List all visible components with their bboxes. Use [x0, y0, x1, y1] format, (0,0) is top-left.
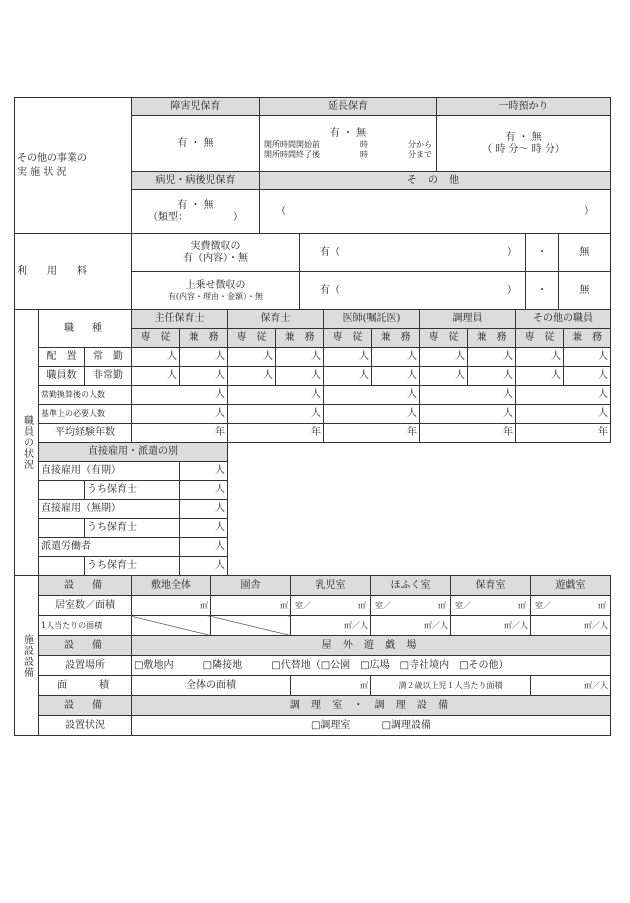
surcharge-dot: ・ — [526, 272, 559, 310]
area-cell[interactable]: ㎡ — [211, 596, 291, 616]
per-person-cell[interactable]: ㎡／人 — [371, 616, 451, 636]
count-label: 職員数 — [39, 367, 85, 386]
fte-cell[interactable]: 人 — [516, 386, 611, 405]
experience-cell[interactable]: 年 — [228, 424, 324, 443]
indent-spacer — [39, 481, 85, 500]
other-value[interactable]: （ ） — [260, 190, 611, 234]
count-cell[interactable]: 人 — [228, 348, 276, 367]
count-cell[interactable]: 人 — [372, 367, 420, 386]
blank-area — [228, 443, 611, 576]
actual-cost-value[interactable]: 有（ ） — [300, 234, 526, 272]
experience-cell[interactable]: 年 — [132, 424, 228, 443]
employment-row-value[interactable]: 人 — [180, 481, 228, 500]
area-cell[interactable]: ㎡ — [132, 596, 211, 616]
exclusive-header: 専 従 — [420, 329, 468, 348]
extended-care-end: 開所時間終了後 時 分まで — [264, 149, 432, 159]
facility-column-header: ほふく室 — [371, 576, 451, 596]
count-cell[interactable]: 人 — [132, 367, 180, 386]
actual-cost-label: 実費徴収の 有（内容）・無 — [132, 234, 300, 272]
other-services-table — [14, 97, 611, 234]
facility-column-header: 敷地全体 — [132, 576, 211, 596]
disabled-childcare-header: 障害児保育 — [132, 98, 260, 116]
facility-column-header: 保育室 — [451, 576, 531, 596]
count-cell[interactable]: 人 — [468, 348, 516, 367]
role-header: その他の職員 — [516, 310, 611, 329]
extended-care-start: 開所時間開始前 時 分から — [264, 139, 432, 149]
job-type-label: 職 種 — [39, 310, 132, 348]
concurrent-header: 兼 務 — [180, 329, 228, 348]
count-cell[interactable]: 人 — [324, 367, 372, 386]
employment-row-label: 派遣労働者 — [39, 538, 180, 557]
total-area-label: 全体の面積 — [132, 676, 291, 696]
concurrent-header: 兼 務 — [276, 329, 324, 348]
fte-cell[interactable]: 人 — [324, 386, 420, 405]
facility-column-header: 園舎 — [211, 576, 291, 596]
count-cell[interactable]: 人 — [132, 348, 180, 367]
surcharge-label: 上乗せ徴収の 有(内容・理由・金額）・無 — [132, 272, 300, 310]
kitchen-status-label: 設置状況 — [39, 716, 132, 736]
count-cell[interactable]: 人 — [276, 367, 324, 386]
required-cell[interactable]: 人 — [228, 405, 324, 424]
indent-spacer — [39, 557, 85, 576]
count-cell[interactable]: 人 — [564, 348, 611, 367]
facilities-table — [14, 575, 611, 736]
concurrent-header: 兼 務 — [372, 329, 420, 348]
count-cell[interactable]: 人 — [180, 367, 228, 386]
employment-row-label: 直接雇用（無期） — [39, 500, 180, 519]
sick-child-care-value[interactable]: 有 ・ 無 （類型： ） — [132, 190, 260, 234]
exclusive-header: 専 従 — [324, 329, 372, 348]
employment-row-label: うち保育士 — [85, 481, 180, 500]
equipment-label: 設 備 — [39, 696, 132, 716]
exclusive-header: 専 従 — [228, 329, 276, 348]
temporary-care-header: 一時預かり — [437, 98, 611, 116]
required-cell[interactable]: 人 — [420, 405, 516, 424]
equipment-label: 設 備 — [39, 636, 132, 656]
staff-table — [14, 309, 611, 576]
facility-column-header: 遊戯室 — [531, 576, 611, 596]
surcharge-none[interactable]: 無 — [559, 272, 611, 310]
fte-label: 常勤換算後の人数 — [39, 386, 132, 405]
location-options[interactable]: □敷地内 □隣接地 □代替地（□公園 □広場 □寺社境内 □その他） — [132, 656, 611, 676]
exclusive-header: 専 従 — [516, 329, 564, 348]
required-label: 基準上の必要人数 — [39, 405, 132, 424]
employment-row-value[interactable]: 人 — [180, 462, 228, 481]
per-person-cell[interactable]: ㎡／人 — [531, 616, 611, 636]
fulltime-label: 常 勤 — [85, 348, 132, 367]
count-cell[interactable]: 人 — [420, 367, 468, 386]
experience-label: 平均経験年数 — [39, 424, 132, 443]
experience-cell[interactable]: 年 — [516, 424, 611, 443]
count-cell[interactable]: 人 — [516, 348, 564, 367]
experience-cell[interactable]: 年 — [324, 424, 420, 443]
facility-form — [14, 97, 610, 736]
disabled-childcare-value[interactable]: 有 ・ 無 — [132, 116, 260, 172]
diagonal-cell — [132, 616, 211, 636]
per-person-cell[interactable]: ㎡／人 — [291, 616, 371, 636]
other-services-label: その他の事業の 実 施 状 況 — [15, 98, 132, 234]
equipment-label: 設 備 — [39, 576, 132, 596]
count-cell[interactable]: 人 — [420, 348, 468, 367]
extended-care-header: 延長保育 — [260, 98, 437, 116]
extended-care-value[interactable]: 有 ・ 無 開所時間開始前 時 分から 開所時間終了後 時 分まで — [260, 116, 437, 172]
concurrent-header: 兼 務 — [564, 329, 611, 348]
employment-row-label: うち保育士 — [85, 519, 180, 538]
count-cell[interactable]: 人 — [372, 348, 420, 367]
count-cell[interactable]: 人 — [564, 367, 611, 386]
parttime-label: 非常勤 — [85, 367, 132, 386]
employment-row-value[interactable]: 人 — [180, 557, 228, 576]
fte-cell[interactable]: 人 — [228, 386, 324, 405]
facilities-section-label: 施設設備 — [15, 576, 39, 736]
role-header: 保育士 — [228, 310, 324, 329]
exclusive-header: 専 従 — [132, 329, 180, 348]
count-cell[interactable]: 人 — [468, 367, 516, 386]
area-label: 面 積 — [39, 676, 132, 696]
kitchen-header: 調 理 室 ・ 調 理 設 備 — [132, 696, 611, 716]
indent-spacer — [39, 519, 85, 538]
per-person-cell[interactable]: ㎡／人 — [451, 616, 531, 636]
room-area-cell[interactable]: 室／ ㎡ — [451, 596, 531, 616]
per-child-area-value[interactable]: ㎡／人 — [531, 676, 611, 696]
diagonal-cell — [211, 616, 291, 636]
employment-header: 直接雇用・派遣の別 — [39, 443, 228, 462]
per-person-label: 1人当たりの面積 — [39, 616, 132, 636]
playground-header: 屋 外 遊 戯 場 — [132, 636, 611, 656]
rooms-area-label: 居室数／面積 — [39, 596, 132, 616]
staff-section-label: 職員の状況 — [15, 310, 39, 576]
surcharge-value[interactable]: 有（ ） — [300, 272, 526, 310]
fees-table — [14, 233, 611, 310]
required-cell[interactable]: 人 — [132, 405, 228, 424]
fees-label: 利 用 料 — [15, 234, 132, 310]
experience-cell[interactable]: 年 — [420, 424, 516, 443]
role-header: 調理員 — [420, 310, 516, 329]
fte-cell[interactable]: 人 — [420, 386, 516, 405]
facility-column-header: 乳児室 — [291, 576, 371, 596]
employment-row-value[interactable]: 人 — [180, 519, 228, 538]
per-child-area-label: 満２歳以上児１人当たり面積 — [371, 676, 531, 696]
sick-child-care-header: 病児・病後児保育 — [132, 172, 260, 190]
fte-cell[interactable]: 人 — [132, 386, 228, 405]
room-area-cell[interactable]: 室／ ㎡ — [291, 596, 371, 616]
other-header: そ の 他 — [260, 172, 611, 190]
count-cell[interactable]: 人 — [324, 348, 372, 367]
placement-label: 配 置 — [39, 348, 85, 367]
required-cell[interactable]: 人 — [324, 405, 420, 424]
role-header: 医師(嘱託医) — [324, 310, 420, 329]
temporary-care-value[interactable]: 有 ・ 無 （ 時 分～ 時 分） — [437, 116, 611, 172]
location-label: 設置場所 — [39, 656, 132, 676]
count-cell[interactable]: 人 — [180, 348, 228, 367]
employment-row-value[interactable]: 人 — [180, 538, 228, 557]
employment-row-label: うち保育士 — [85, 557, 180, 576]
kitchen-options[interactable]: □調理室 □調理設備 — [132, 716, 611, 736]
role-header: 主任保育士 — [132, 310, 228, 329]
employment-row-label: 直接雇用（有期） — [39, 462, 180, 481]
total-area-value[interactable]: ㎡ — [291, 676, 371, 696]
actual-cost-none[interactable]: 無 — [559, 234, 611, 272]
count-cell[interactable]: 人 — [228, 367, 276, 386]
concurrent-header: 兼 務 — [468, 329, 516, 348]
room-area-cell[interactable]: 室／ ㎡ — [371, 596, 451, 616]
count-cell[interactable]: 人 — [276, 348, 324, 367]
count-cell[interactable]: 人 — [516, 367, 564, 386]
actual-cost-dot: ・ — [526, 234, 559, 272]
employment-row-value[interactable]: 人 — [180, 500, 228, 519]
room-area-cell[interactable]: 室／ ㎡ — [531, 596, 611, 616]
required-cell[interactable]: 人 — [516, 405, 611, 424]
